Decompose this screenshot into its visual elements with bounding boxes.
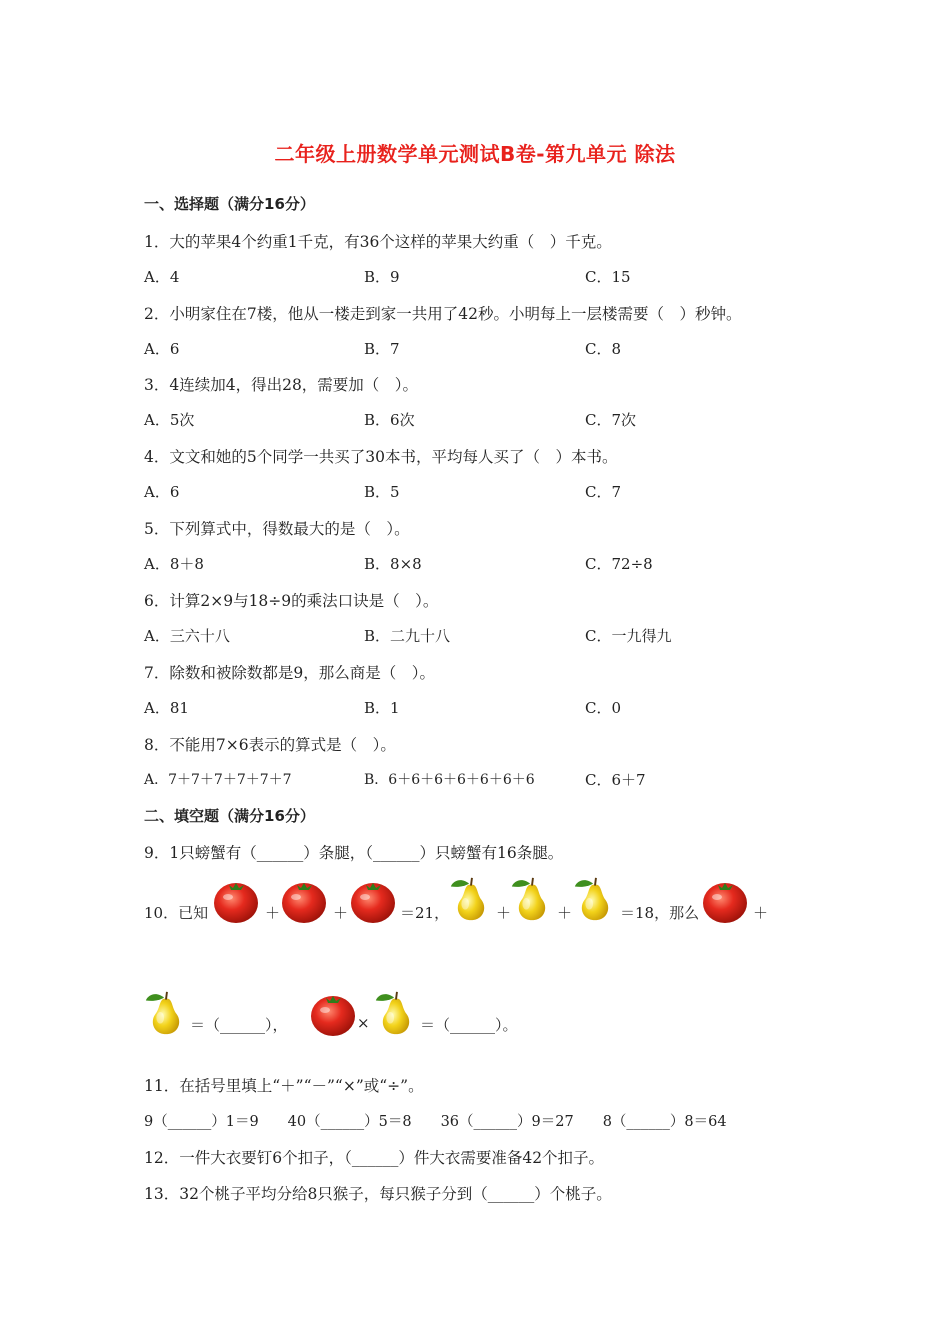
plus-sign: ＋ (496, 904, 512, 922)
question-3: 3．4连续加4，得出28，需要加（ ）。 (144, 376, 419, 394)
option-2b: B．7 (364, 340, 400, 358)
question-13: 13．32个桃子平均分给8只猴子，每只猴子分到（______）个桃子。 (144, 1185, 612, 1203)
option-8b: B．6＋6＋6＋6＋6＋6＋6 (364, 772, 535, 788)
question-11-items: 9（______）1＝9 40（______）5＝8 36（______）9＝27 8（______）8＝64 (144, 1114, 727, 1130)
option-5b: B．8×8 (364, 555, 422, 573)
equals-18: ＝18，那么 (620, 904, 700, 922)
tomato-apple-icon (308, 988, 358, 1038)
equals-blank-1: ＝（______）， (190, 1016, 288, 1034)
option-6a: A．三六十八 (144, 627, 230, 645)
option-4b: B．5 (364, 483, 400, 501)
option-3b: B．6次 (364, 411, 415, 429)
question-2: 2．小明家住在7楼，他从一楼走到家一共用了42秒。小明每上一层楼需要（ ）秒钟。 (144, 305, 742, 323)
pear-icon (571, 873, 619, 925)
option-1b: B．9 (364, 268, 400, 286)
option-3a: A．5次 (144, 411, 195, 429)
option-3c: C．7次 (585, 411, 637, 429)
question-6: 6．计算2×9与18÷9的乘法口诀是（ ）。 (144, 592, 439, 610)
option-4a: A．6 (144, 483, 180, 501)
option-1a: A．4 (144, 268, 180, 286)
question-1: 1．大的苹果4个约重1千克，有36个这样的苹果大约重（ ）千克。 (144, 233, 612, 251)
option-7a: A．81 (144, 699, 189, 717)
question-9: 9．1只螃蟹有（______）条腿，（______）只螃蟹有16条腿。 (144, 844, 564, 862)
question-7: 7．除数和被除数都是9，那么商是（ ）。 (144, 664, 435, 682)
equals-blank-2: ＝（______）。 (420, 1016, 518, 1034)
page-title: 二年级上册数学单元测试B卷-第九单元 除法 (274, 142, 676, 166)
option-2c: C．8 (585, 340, 622, 358)
option-7b: B．1 (364, 699, 400, 717)
question-8: 8．不能用7×6表示的算式是（ ）。 (144, 736, 396, 754)
plus-sign: ＋ (265, 904, 281, 922)
tomato-apple-icon (348, 875, 398, 925)
question-11: 11．在括号里填上“＋”“－”“×”或“÷”。 (144, 1077, 424, 1095)
equals-21: ＝21， (400, 904, 450, 922)
section-heading-choice: 一、选择题（满分16分） (144, 195, 315, 213)
option-4c: C．7 (585, 483, 622, 501)
option-1c: C．15 (585, 268, 631, 286)
option-8c: C．6＋7 (585, 771, 646, 789)
option-2a: A．6 (144, 340, 180, 358)
plus-sign: ＋ (557, 904, 573, 922)
option-6b: B．二九十八 (364, 627, 451, 645)
tomato-apple-icon (211, 875, 261, 925)
section-heading-fill: 二、填空题（满分16分） (144, 807, 315, 825)
tomato-apple-icon (700, 875, 750, 925)
pear-icon (508, 873, 556, 925)
option-7c: C．0 (585, 699, 622, 717)
tomato-apple-icon (279, 875, 329, 925)
pear-icon (142, 987, 190, 1039)
option-5a: A．8＋8 (144, 555, 204, 573)
question-5: 5．下列算式中，得数最大的是（ ）。 (144, 520, 410, 538)
question-4: 4．文文和她的5个同学一共买了30本书，平均每人买了（ ）本书。 (144, 448, 618, 466)
plus-sign: ＋ (753, 904, 769, 922)
pear-icon (447, 873, 495, 925)
pear-icon (372, 987, 420, 1039)
option-5c: C．72÷8 (585, 555, 653, 573)
plus-sign: ＋ (333, 904, 349, 922)
question-10-prefix: 10．已知 (144, 904, 209, 922)
times-sign: × (357, 1014, 370, 1032)
option-6c: C．一九得九 (585, 627, 672, 645)
question-12: 12．一件大衣要钉6个扣子，（______）件大衣需要准备42个扣子。 (144, 1149, 605, 1167)
option-8a: A．7＋7＋7＋7＋7＋7 (144, 772, 292, 788)
